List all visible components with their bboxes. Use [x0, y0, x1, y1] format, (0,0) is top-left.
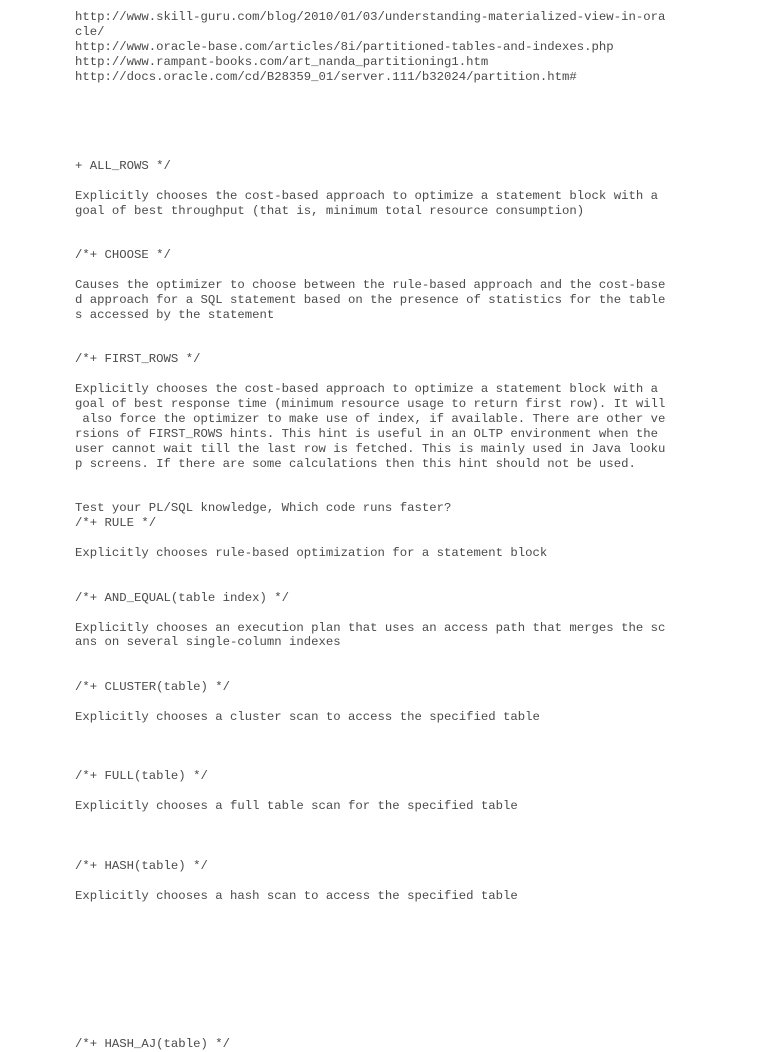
hint-description: Explicitly chooses a full table scan for the specified table: [75, 799, 518, 814]
hint-description: Explicitly chooses a hash scan to access the specified table: [75, 888, 518, 903]
hint-heading-hash: /*+ HASH(table) */: [75, 858, 208, 873]
hint-description: Explicitly chooses a cluster scan to access the specified table: [75, 709, 540, 724]
reference-link-continued[interactable]: cle/: [75, 24, 105, 39]
hint-heading-choose: /*+ CHOOSE */: [75, 248, 171, 263]
hint-heading-cluster: /*+ CLUSTER(table) */: [75, 680, 230, 695]
document-body: [75, 10, 685, 1052]
hint-description: ans on several single-column indexes: [75, 635, 341, 650]
hint-description: s accessed by the statement: [75, 307, 275, 322]
reference-link[interactable]: http://www.skill-guru.com/blog/2010/01/03/understanding-materialized-view-in-ora: [75, 10, 666, 24]
hint-description: Explicitly chooses rule-based optimization for a statement block: [75, 546, 548, 561]
reference-link[interactable]: http://www.rampant-books.com/art_nanda_partitioning1.htm: [75, 54, 489, 69]
hint-heading-first-rows: /*+ FIRST_ROWS */: [75, 352, 201, 367]
hint-description: Explicitly chooses the cost-based approach to optimize a statement block with a: [75, 382, 658, 397]
hint-description: goal of best response time (minimum resource usage to return first row). It will: [75, 397, 666, 412]
reference-link[interactable]: http://www.oracle-base.com/articles/8i/partitioned-tables-and-indexes.php: [75, 39, 614, 54]
hint-heading-and-equal: /*+ AND_EQUAL(table index) */: [75, 590, 290, 605]
hint-description: Explicitly chooses an execution plan that uses an access path that merges the sc: [75, 620, 666, 635]
hint-description: user cannot wait till the last row is fetched. This is mainly used in Java looku: [75, 441, 666, 456]
hint-heading-hash-aj: /*+ HASH_AJ(table) */: [75, 1037, 230, 1052]
hint-description: d approach for a SQL statement based on the presence of statistics for the table: [75, 292, 666, 307]
hint-description: Causes the optimizer to choose between the rule-based approach and the cost-base: [75, 278, 666, 293]
hint-description: Explicitly chooses the cost-based approach to optimize a statement block with a: [75, 188, 658, 203]
test-knowledge-line: Test your PL/SQL knowledge, Which code runs faster?: [75, 501, 452, 516]
hint-description: goal of best throughput (that is, minimum total resource consumption): [75, 203, 585, 218]
reference-link[interactable]: http://docs.oracle.com/cd/B28359_01/server.111/b32024/partition.htm#: [75, 69, 577, 84]
hint-heading-rule: /*+ RULE */: [75, 516, 157, 531]
hint-heading-full: /*+ FULL(table) */: [75, 769, 208, 784]
hint-description: rsions of FIRST_ROWS hints. This hint is useful in an OLTP environment when the: [75, 426, 658, 441]
hint-heading-all-rows: + ALL_ROWS */: [75, 158, 171, 173]
hint-description: also force the optimizer to make use of index, if available. There are other ve: [75, 412, 666, 427]
hint-description: p screens. If there are some calculations then this hint should not be used.: [75, 456, 636, 471]
